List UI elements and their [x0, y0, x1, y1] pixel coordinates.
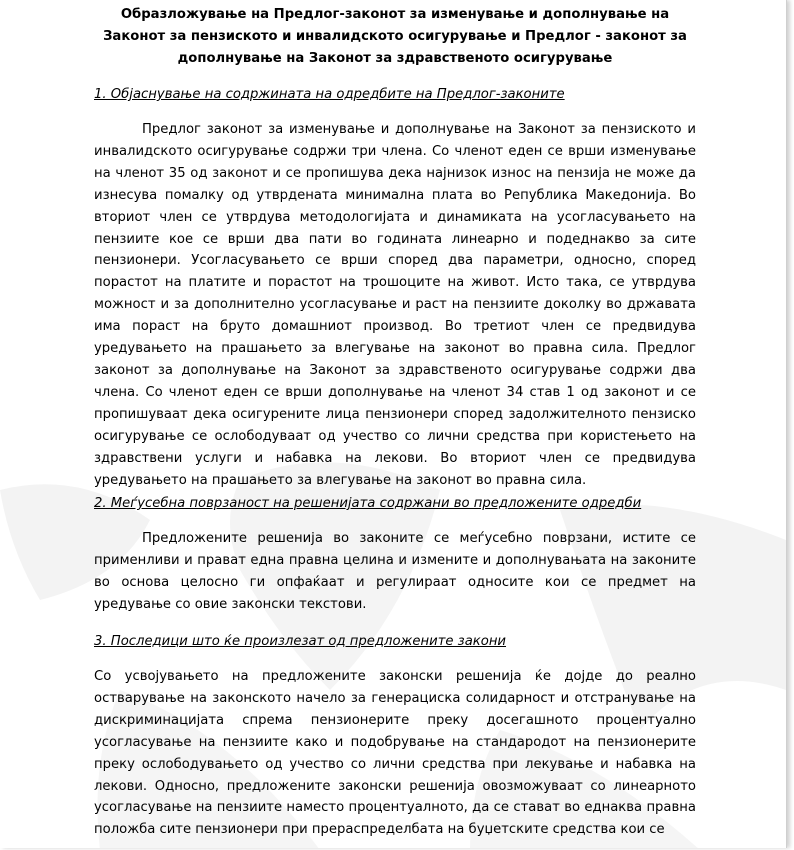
document-title: Образложување на Предлог-законот за изменување и дополнување на Законот за пензиското и инвалидското осигурување и Предлог - законот за дополнување на Законот за здравственото осигурување — [103, 7, 687, 66]
document-body — [94, 4, 696, 838]
section-heading-2: 2. Меѓусебна поврзаност на решенијата содржани во предложените одредби — [94, 496, 642, 511]
section-paragraph-3: Со усвојувањето на предложените законски решенија ќе дојде до реално остварување на законското начело за генерациска солидарност и отстранување на дискриминацијата спрема пензионерите преку досегашното процентуално усогласување на пензиите како и подобрување на стандародот на пензионерите преку ослободувањето од учество со лични средства при лекување и набавка на лекови. Односно, предложените законски решенија овозможуваат со линеарното усогласување на пензиите наместо процентуалното, да се стават во еднаква правна положба сите пензионери при прераспределбата на буџетските средства кои се — [94, 669, 696, 838]
section-heading-3: 3. Последици што ќе произлезат од предложените закони — [94, 634, 507, 649]
section-paragraph-1: Предлог законот за изменување и дополнување на Законот за пензиското и инвалидското осигурување содржи три члена. Со членот еден се врши изменување на членот 35 од законот и се пропишува дека најнизок износ на пензија не може да изнесува помалку од утврдената минимална плата во Република Македонија. Во вториот член се утврдува методологијата и динамиката на усогласувањето на пензиите кое се врши два пати во годината линеарно и подеднакво за сите пензионери. Усогласувањето се врши според два параметри, односно, според порастот на платите и порастот на трошоците на живот. Исто така, се утврдува можност и за дополнително усогласување и раст на пензиите доколку во државата има пораст на бруто домашниот производ. Во третиот член се предвидува уредувањето на прашањето за влегување на законот во правна сила. Предлог законот за дополнување на Законот за здравственото осигурување содржи два члена. Со членот еден се врши дополнување на членот 34 став 1 од законот и се пропишуваат дека осигурените лица пензионери според задолжителното пензиско осигурување се ослободуваат од учество со лични средства при користењето на здравствени услуги и набавка на лекови. Во вториот член се предвидува уредувањето на прашањето за влегување на законот во правна сила. — [94, 122, 696, 488]
section-heading-1: 1. Објаснување на содржината на одредбите на Предлог-законите — [94, 87, 565, 102]
section-paragraph-2: Предложените решенија во законите се меѓусебно поврзани, истите се применливи и прават една правна целина и измените и дополнувањата на законите во основа целосно ги опфаќаат и регулираат односите кои се предмет на уредување со овие законски текстови. — [94, 531, 696, 612]
